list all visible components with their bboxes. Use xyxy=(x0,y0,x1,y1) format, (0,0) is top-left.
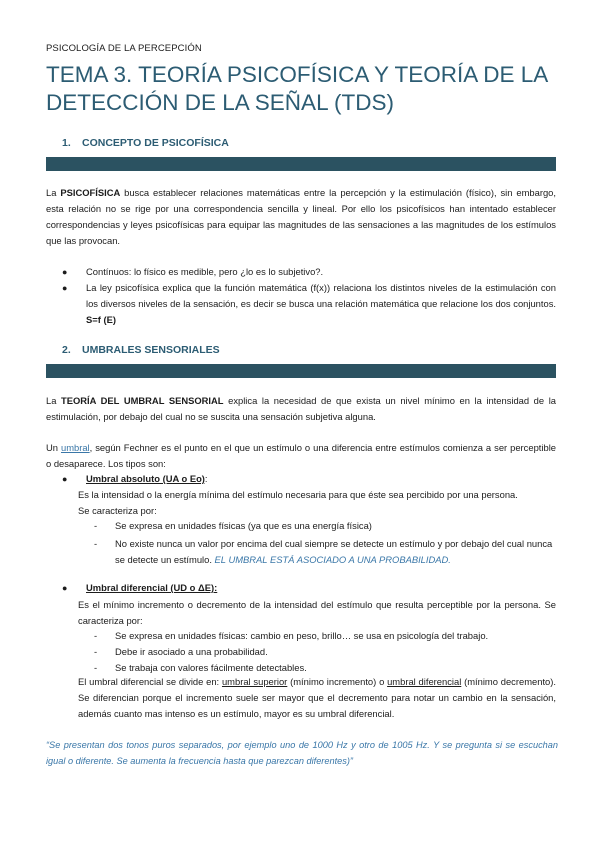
list-item xyxy=(94,628,556,644)
page-title: TEMA 3. TEORÍA PSICOFÍSICA Y TEORÍA DE LA DETECCIÓN DE LA SEÑAL (TDS) xyxy=(46,62,548,115)
para-lead: La xyxy=(46,187,61,198)
umbral-link[interactable]: umbral xyxy=(60,442,90,453)
dash-icon: - xyxy=(94,520,98,531)
list-item xyxy=(94,644,556,660)
dash-icon: - xyxy=(94,662,98,673)
section-2-title: UMBRALES SENSORIALES xyxy=(82,344,220,356)
list-item xyxy=(62,280,556,328)
dash-text: Se trabaja con valores fácilmente detectables. xyxy=(115,662,307,673)
section-1-bullets xyxy=(62,264,556,328)
umbral-diferencial-desc: Es el mínimo incremento o decremento de la intensidad del estímulo que resulta perceptible por la persona. Se caracteriza por: xyxy=(78,599,556,626)
example-quote: “Se presentan dos tonos puros separados, por ejemplo uno de 1000 Hz y otro de 1005 Hz. Y se pregunta si se escuchan igual o diferente. Se aumenta la frecuencia hasta que parezcan diferentes)” xyxy=(46,740,558,766)
umbral-theory-term: TEORÍA DEL UMBRAL SENSORIAL xyxy=(61,395,224,406)
bullet-icon: ● xyxy=(62,283,68,293)
section-2-paragraph-2 xyxy=(46,440,556,472)
dash-icon: - xyxy=(94,538,98,549)
list-item xyxy=(62,471,556,487)
umbral-absoluto-title: Umbral absoluto (UA o Eo) xyxy=(86,473,205,484)
bullet-icon: ● xyxy=(62,583,68,593)
section-2-bar xyxy=(46,364,556,378)
dash-icon: - xyxy=(94,646,98,657)
umbral-division-paragraph xyxy=(78,674,556,722)
psicofisica-term: PSICOFÍSICA xyxy=(60,187,121,198)
course-header: PSICOLOGÍA DE LA PERCEPCIÓN xyxy=(46,43,202,54)
bullet-icon: ● xyxy=(62,474,68,484)
formula: S=f (E) xyxy=(86,314,116,325)
probability-note: EL UMBRAL ESTÁ ASOCIADO A UNA PROBABILIDAD. xyxy=(214,554,451,565)
section-2-number: 2. xyxy=(62,344,71,356)
list-item xyxy=(62,580,556,596)
section-1-bar xyxy=(46,157,556,171)
umbral-diferencial-title: Umbral diferencial (UD o ΔE): xyxy=(86,582,218,593)
para-lead: La xyxy=(46,395,62,406)
section-1-title: CONCEPTO DE PSICOFÍSICA xyxy=(82,137,229,149)
dash-text: Debe ir asociado a una probabilidad. xyxy=(115,646,268,657)
list-item xyxy=(62,264,556,280)
para-text: , según Fechner es el punto en el que un estímulo o una diferencia entre estímulos comienza a ser perceptible o desaparece. Los tipos son: xyxy=(46,442,556,469)
list-item xyxy=(94,518,556,534)
bullet-text: La ley psicofísica explica que la función matemática (f(x)) relaciona los distintos niveles de la estimulación con los diversos niveles de la sensación, es decir se busca una relación matemática que relacione los dos conjuntos. xyxy=(86,282,556,309)
umbral-absoluto-desc xyxy=(78,487,556,519)
umbral-inferior-term: umbral diferencial xyxy=(387,676,462,687)
dash-text: No existe nunca un valor por encima del cual siempre se detecte un estímulo y por debajo del cual nunca se detecte un estímulo. xyxy=(115,538,553,565)
abs-desc-text: Es la intensidad o la energía mínima del estímulo necesaria para que éste sea percibido por una persona. xyxy=(78,489,518,500)
umbral-diferencial-item xyxy=(62,580,556,596)
dash-icon: - xyxy=(94,630,98,641)
para-text: explica la necesidad de que exista un nivel mínimo en la intensidad de la estimulación, por debajo del cual no se suscita una sensación subjetiva alguna. xyxy=(46,395,556,422)
para-lead: Un xyxy=(46,442,61,453)
section-1-paragraph xyxy=(46,185,556,249)
umbral-absoluto-item xyxy=(62,471,556,487)
umbral-superior-term: umbral superior xyxy=(221,676,288,687)
para-text: busca establecer relaciones matemáticas entre la percepción y la estimulación (físico), sin embargo, esta relación no se rige por una correspondencia sencilla y lineal. Por ello los psicofísicos han intentado establecer correspondencias y leyes psicofísicas para equipar las magnitudes de las sensaciones a las magnitudes de los estímulos que las provocan. xyxy=(46,187,556,246)
bullet-text: Contínuos: lo físico es medible, pero ¿lo es lo subjetivo?. xyxy=(86,266,324,277)
dash-text: Se expresa en unidades físicas: cambio en peso, brillo… se usa en psicología del trabajo. xyxy=(115,630,489,641)
umbral-absoluto-list xyxy=(94,518,556,568)
para-text: (mínimo incremento) o xyxy=(287,676,388,687)
abs-char-text: Se caracteriza por: xyxy=(78,505,157,516)
umbral-diferencial-list xyxy=(94,628,556,676)
colon: : xyxy=(204,473,208,484)
section-2-paragraph-1 xyxy=(46,393,556,425)
bullet-icon: ● xyxy=(62,267,68,277)
list-item xyxy=(94,536,556,568)
section-1-number: 1. xyxy=(62,137,71,149)
para-text: (mínimo decremento). Se diferencian porque el incremento suele ser mayor que el decremento para notar un cambio en la sensación, además cuanto mas intenso es un estímulo, mayor es su umbral diferencial. xyxy=(78,676,556,719)
dash-text: Se expresa en unidades físicas (ya que es una energía física) xyxy=(115,520,372,531)
section-1-heading xyxy=(62,137,229,149)
section-2-heading xyxy=(62,344,220,356)
para-lead: El umbral diferencial se divide en: xyxy=(78,676,222,687)
